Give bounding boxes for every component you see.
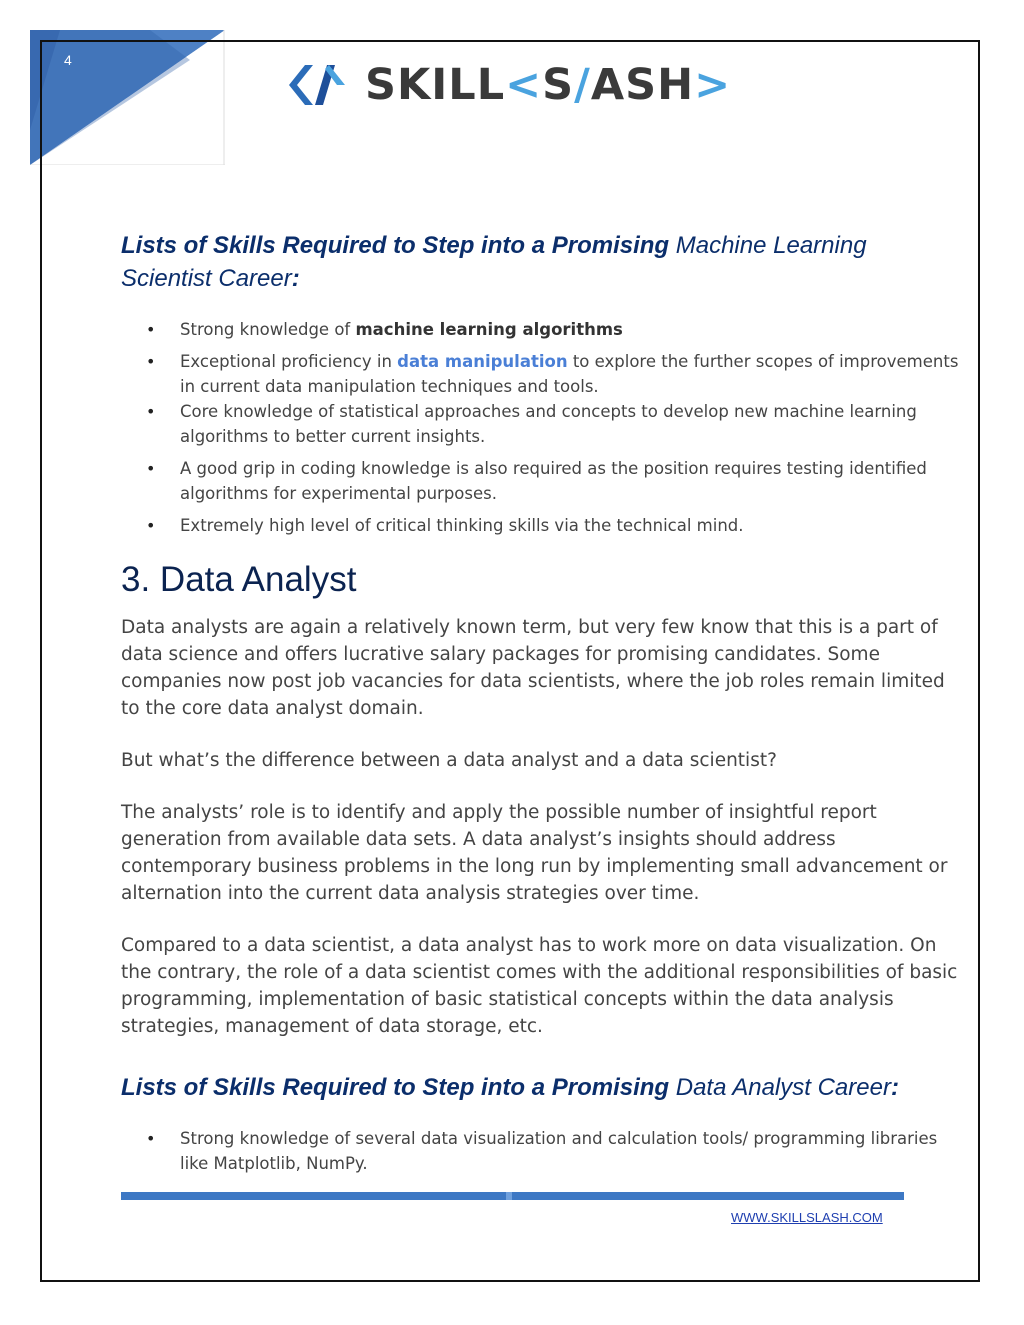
ml-skills-list-wrap: [121, 317, 961, 538]
paragraph: But what’s the difference between a data analyst and a data scientist?: [121, 750, 777, 771]
data-analyst-section: [121, 560, 961, 600]
da-skills-heading: Lists of Skills Required to Step into a Promising Data Analyst Career:: [121, 1074, 899, 1101]
bullet-icon: •: [146, 1129, 156, 1148]
section-title: 3. Data Analyst: [121, 560, 357, 599]
list-item: • A good grip in coding knowledge is also required as the position requires testing identified algorithms for experimental purposes.: [121, 456, 961, 506]
list-item: • Extremely high level of critical thinking skills via the technical mind.: [121, 513, 961, 538]
logo-text-s: S: [542, 59, 575, 110]
paragraph: The analysts’ role is to identify and apply the possible number of insightful report generation from available data sets. A data analyst’s insights should address contemporary business problems in the long run by implementing small advancement or alternation into the current data analysis strategies over time.: [121, 802, 948, 904]
list-item: • Strong knowledge of several data visualization and calculation tools/ programming libraries like Matplotlib, NumPy.: [121, 1126, 961, 1176]
logo-text-ash: ASH: [590, 59, 695, 110]
da-skills-list: [121, 1126, 961, 1176]
paragraph: Data analysts are again a relatively known term, but very few know that this is a part of data science and offers lucrative salary packages for promising candidates. Some companies now post job vacancies for data scientists, where the job roles remain limited to the core data analyst domain.: [121, 617, 945, 719]
section-body: [121, 614, 961, 1040]
logo-text-gt: >: [694, 59, 732, 110]
bullet-icon: •: [146, 459, 156, 478]
bullet-icon: •: [146, 516, 156, 535]
list-item: • Core knowledge of statistical approaches and concepts to develop new machine learning algorithms to better current insights.: [121, 399, 961, 449]
bullet-icon: •: [146, 402, 156, 421]
list-item: • Exceptional proficiency in data manipulation to explore the further scopes of improvements in current data manipulation techniques and tools.: [121, 349, 961, 399]
logo-text-lt: <: [505, 59, 543, 110]
da-skills-list-wrap: [121, 1126, 961, 1176]
paragraph: Compared to a data scientist, a data analyst has to work more on data visualization. On the contrary, the role of a data scientist comes with the additional responsibilities of basic programming, implementation of basic statistical concepts within the data analysis strategies, management of data storage, etc.: [121, 935, 958, 1037]
list-item: • Strong knowledge of machine learning algorithms: [121, 317, 961, 342]
footer-website-link[interactable]: WWW.SKILLSLASH.COM: [731, 1210, 883, 1225]
bullet-icon: •: [146, 320, 156, 339]
ml-skills-section: [121, 229, 961, 295]
logo-text-skill: SKILL: [365, 59, 506, 110]
ml-skills-heading: Lists of Skills Required to Step into a Promising Machine Learning Scientist Career:: [121, 232, 867, 292]
page-number: 4: [64, 52, 72, 68]
skillslash-logo: [285, 55, 731, 115]
logo-wordmark: [365, 59, 732, 110]
ml-skills-list: [121, 317, 961, 538]
data-manipulation-link[interactable]: data manipulation: [397, 352, 568, 371]
da-skills-section: [121, 1071, 961, 1104]
bullet-icon: •: [146, 352, 156, 371]
logo-mark-icon: [285, 59, 351, 111]
logo-text-slash: /: [574, 59, 591, 110]
footer-rule: [121, 1192, 904, 1200]
